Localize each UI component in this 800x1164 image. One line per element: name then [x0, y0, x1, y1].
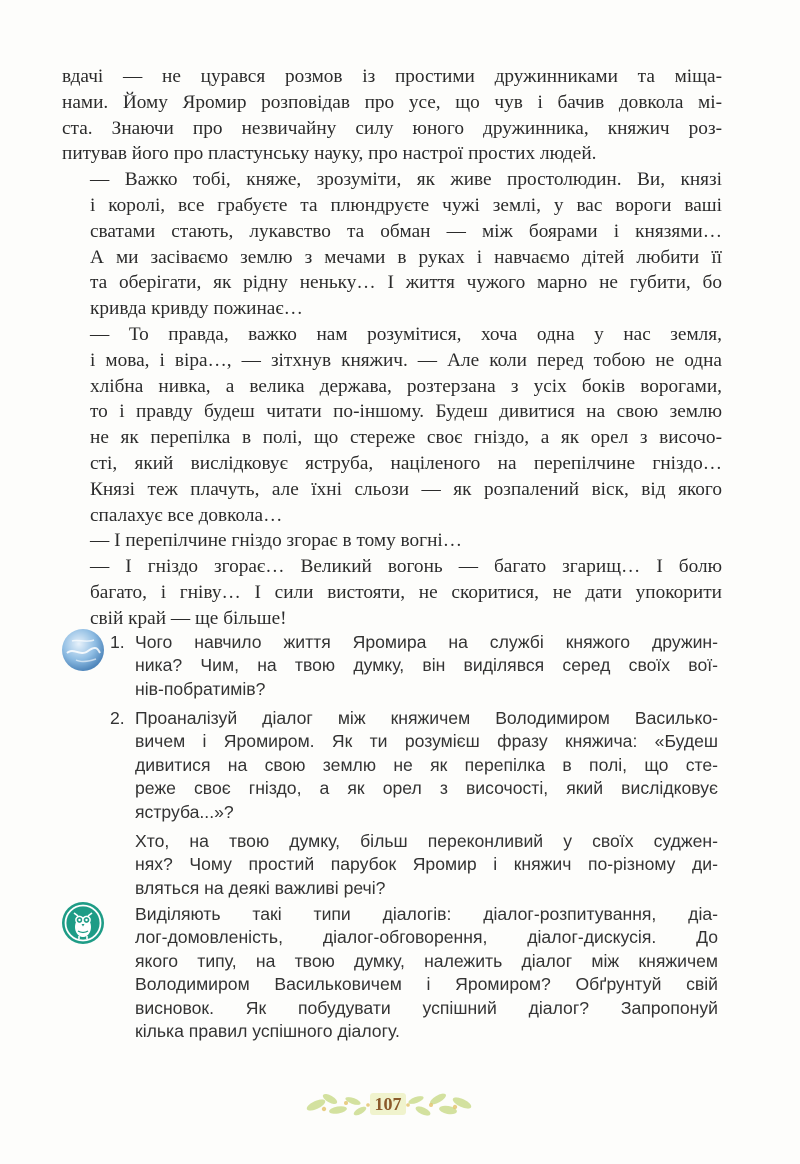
- question-1: [135, 631, 718, 701]
- question-line: Проаналізуй діалог між княжичем Володимиром Василько-: [135, 708, 718, 728]
- paragraph-2: [62, 167, 722, 322]
- text-line: нами. Йому Яромир розповідав про усе, що чув і бачив довкола мі-: [62, 91, 722, 113]
- text-line: Князі теж плачуть, але їхні сльози — як розпалений віск, від якого: [90, 478, 722, 500]
- question-line: реже своє гніздо, а як орел з височості, який вислідковує: [135, 778, 718, 799]
- text-line: питував його про пластунську науку, про настрої простих людей.: [62, 143, 597, 165]
- text-line: кривда кривду пожинає…: [90, 298, 303, 320]
- task-block: [135, 903, 718, 1043]
- question-line: яструба...»?: [135, 801, 234, 822]
- page-number-ornament: [298, 1085, 478, 1123]
- page-number: 107: [374, 1094, 402, 1114]
- paragraph-3: [62, 322, 722, 528]
- task-line: Виділяють такі типи діалогів: діалог-розпитування, діа-: [135, 904, 718, 924]
- story-text: [62, 64, 722, 632]
- text-line: — І перепілчине гніздо згорає в тому вогні…: [90, 530, 463, 552]
- question-line: нях? Чому простий парубок Яромир і княжич по-різному ди-: [135, 854, 718, 875]
- text-line: ста. Знаючи про незвичайну силу юного дружинника, княжич роз-: [62, 117, 722, 139]
- question-number: 1.: [110, 632, 125, 652]
- question-2: [135, 707, 718, 824]
- paragraph-4: [62, 528, 722, 554]
- text-line: і королі, все грабуєте та плюндруєте чужі землі, у вас вороги ваші: [90, 194, 722, 216]
- question-line: дивитися на свою землю не як перепілка в полі, що сте-: [135, 754, 718, 775]
- text-line: то і правду будеш читати по-іншому. Будеш дивитися на свою землю: [90, 401, 722, 423]
- task-line: лог-домовленість, діалог-обговорення, діалог-дискусія. До: [135, 927, 718, 948]
- text-line: вдачі — не цурався розмов із простими дружинниками та міща-: [62, 66, 722, 87]
- text-line: багато, і гніву… І сили вистояти, не скоритися, не дати упокорити: [90, 581, 722, 603]
- globe-icon: [60, 627, 106, 673]
- owl-icon: [60, 900, 106, 946]
- task-line: висновок. Як побудувати успішний діалог? Запропонуй: [135, 997, 718, 1018]
- task-line: Володимиром Васильковичем і Яромиром? Обґрунтуй свій: [135, 974, 718, 995]
- question-2-follow-up: [135, 830, 718, 900]
- text-line: — Важко тобі, княже, зрозуміти, як живе простолюдин. Ви, князі: [90, 169, 722, 191]
- question-line: Чого навчило життя Яромира на службі княжого дружин-: [135, 632, 718, 652]
- text-line: та оберігати, як рідну неньку… І життя чужого марно не губити, бо: [90, 272, 722, 294]
- question-line: Хто, на твою думку, більш переконливий у своїх суджен-: [135, 831, 718, 851]
- question-line: ника? Чим, на твою думку, він виділявся серед своїх воï-: [135, 655, 718, 676]
- text-line: — То правда, важко нам розумітися, хоча одна у нас земля,: [90, 323, 722, 345]
- question-number: 2.: [110, 708, 125, 728]
- text-line: хлібна нивка, а велика держава, розтерзана з усіх боків ворогами,: [90, 375, 722, 397]
- question-line: нів-побратимів?: [135, 678, 266, 699]
- text-line: сті, який вислідковує яструба, націленого на перепілчине гніздо…: [90, 452, 722, 474]
- question-line: вляться на деякі важливі речі?: [135, 877, 386, 898]
- task-line: кілька правил успішного діалогу.: [135, 1021, 400, 1042]
- text-line: — І гніздо згорає… Великий вогонь — багато згарищ… І болю: [90, 556, 722, 578]
- text-line: свій край — ще більше!: [90, 607, 287, 629]
- text-line: сватами стають, лукавство та обман — між боярами і князями…: [90, 220, 722, 242]
- paragraph-1: [62, 64, 722, 167]
- task-line: якого типу, на твою думку, належить діалог між княжичем: [135, 950, 718, 971]
- text-line: спалахує все довкола…: [90, 504, 283, 526]
- paragraph-5: [62, 554, 722, 631]
- text-line: не як перепілка в полі, що стереже своє гніздо, а як орел з височо-: [90, 427, 722, 449]
- question-line: вичем і Яромиром. Як ти розумієш фразу княжича: «Будеш: [135, 731, 718, 752]
- text-line: А ми засіваємо землю з мечами в руках і навчаємо дітей любити її: [90, 246, 722, 268]
- text-line: і мова, і віра…, — зітхнув княжич. — Але коли перед тобою не одна: [90, 349, 722, 371]
